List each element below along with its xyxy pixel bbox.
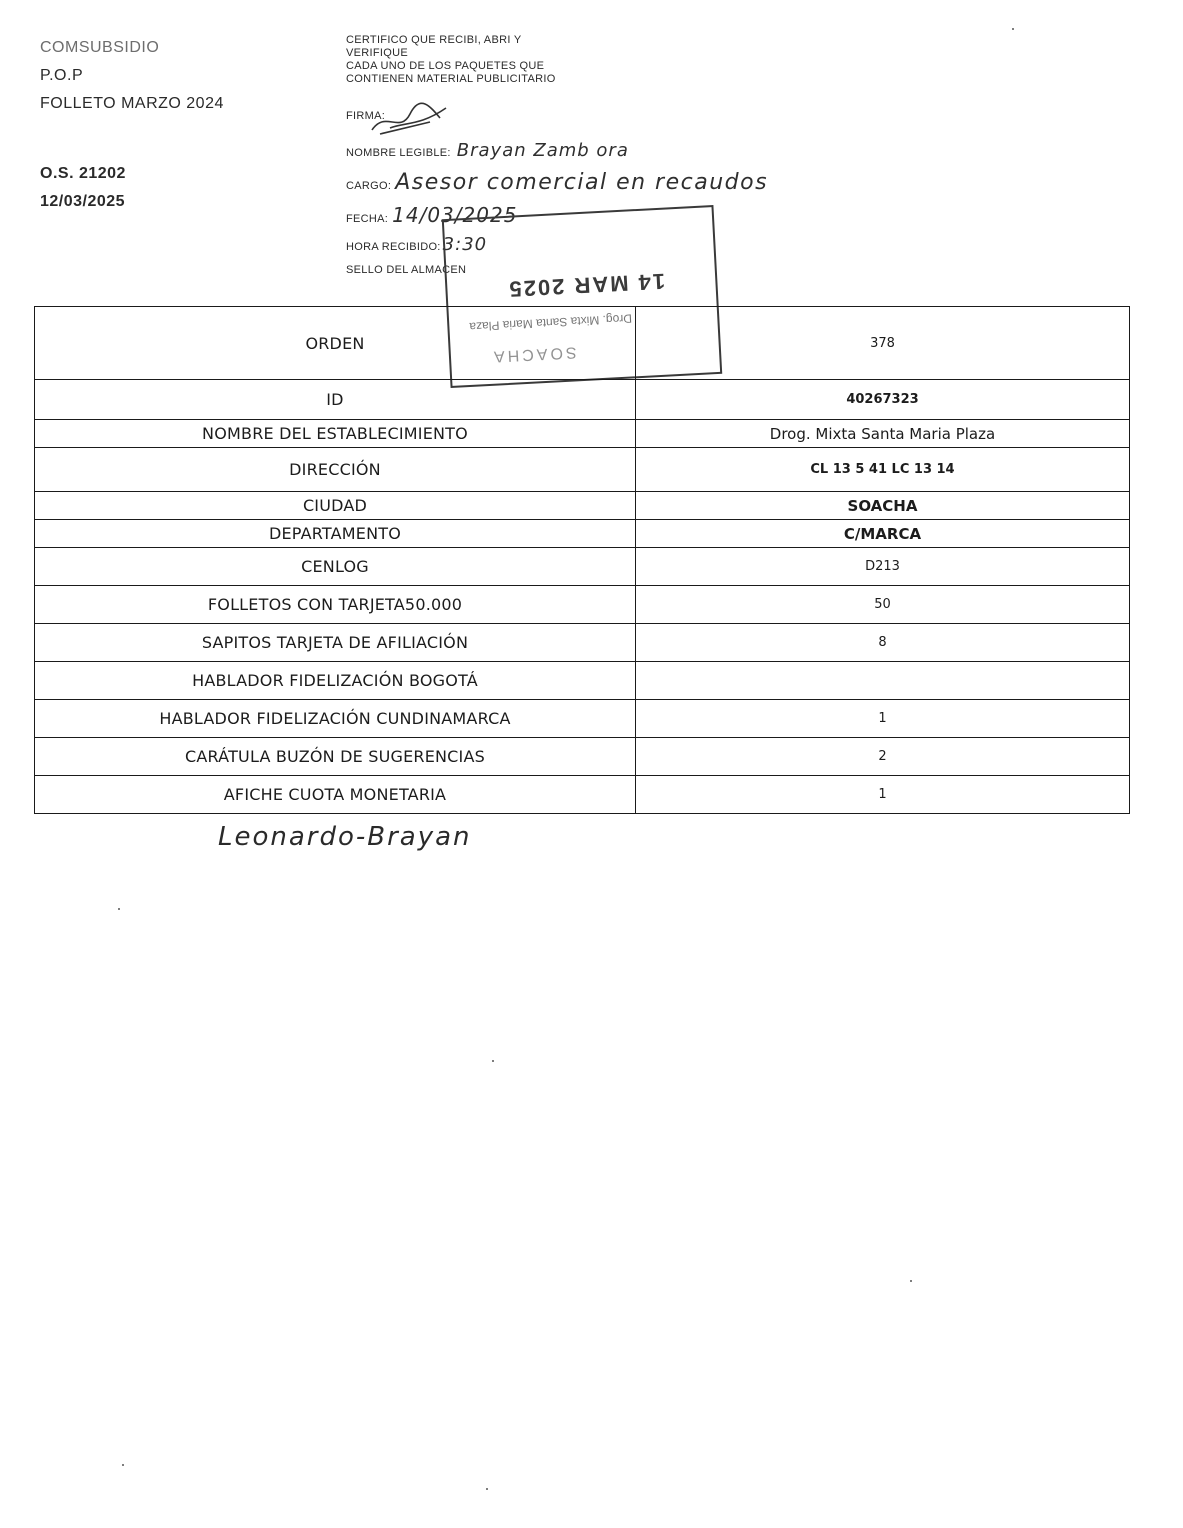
scan-speck xyxy=(486,1488,488,1490)
certificate-line: CADA UNO DE LOS PAQUETES QUE xyxy=(346,60,545,72)
fecha-value: 14/03/2025 xyxy=(392,203,518,227)
signature-scribble xyxy=(370,100,450,140)
scan-speck xyxy=(118,908,120,910)
company-name: COMSUBSIDIO xyxy=(40,39,160,56)
row-value: 40267323 xyxy=(636,380,1130,420)
row-label: HABLADOR FIDELIZACIÓN CUNDINAMARCA xyxy=(35,700,636,738)
certificate-line: CONTIENEN MATERIAL PUBLICITARIO xyxy=(346,73,556,85)
folleto-label: FOLLETO MARZO 2024 xyxy=(40,95,224,112)
row-label: SAPITOS TARJETA DE AFILIACIÓN xyxy=(35,624,636,662)
table-row xyxy=(35,380,1130,420)
order-service-number: O.S. 21202 xyxy=(40,165,126,182)
row-label: FOLLETOS CON TARJETA50.000 xyxy=(35,586,636,624)
row-label: CIUDAD xyxy=(35,492,636,520)
stamp-city: SOACHA xyxy=(490,343,577,365)
stamp-store-name: Drog. Mixta Santa Maria Plaza xyxy=(469,311,633,334)
row-value: D213 xyxy=(636,548,1130,586)
row-value: 378 xyxy=(636,307,1130,380)
fecha-label: FECHA: xyxy=(346,213,389,225)
nombre-label: NOMBRE LEGIBLE: xyxy=(346,147,451,159)
row-label: DIRECCIÓN xyxy=(35,448,636,492)
stamp-date: 14 MAR 2025 xyxy=(506,268,666,302)
order-date: 12/03/2025 xyxy=(40,193,126,210)
row-value: 1 xyxy=(636,700,1130,738)
table-row xyxy=(35,586,1130,624)
nombre-field xyxy=(346,140,629,161)
row-value: C/MARCA xyxy=(636,520,1130,548)
header-block xyxy=(40,34,224,118)
row-value: Drog. Mixta Santa Maria Plaza xyxy=(636,420,1130,448)
row-label: NOMBRE DEL ESTABLECIMIENTO xyxy=(35,420,636,448)
row-value: 2 xyxy=(636,738,1130,776)
row-value: 50 xyxy=(636,586,1130,624)
table-row xyxy=(35,700,1130,738)
nombre-value: Brayan Zamb ora xyxy=(456,140,629,161)
table-row xyxy=(35,448,1130,492)
bottom-handwritten-signature: Leonardo-Brayan xyxy=(218,822,472,852)
table-row xyxy=(35,548,1130,586)
cargo-value: Asesor comercial en recaudos xyxy=(395,170,769,195)
certificate-line: CERTIFICO QUE RECIBI, ABRI Y xyxy=(346,34,522,46)
table-row xyxy=(35,307,1130,380)
hora-value: 3:30 xyxy=(442,234,488,255)
hora-label: HORA RECIBIDO: xyxy=(346,241,441,253)
row-value: CL 13 5 41 LC 13 14 xyxy=(636,448,1130,492)
order-table xyxy=(34,306,1130,814)
cargo-label: CARGO: xyxy=(346,180,392,192)
table-row xyxy=(35,662,1130,700)
scan-speck xyxy=(122,1464,124,1466)
table-row xyxy=(35,420,1130,448)
scan-speck xyxy=(1012,28,1014,30)
row-label: AFICHE CUOTA MONETARIA xyxy=(35,776,636,814)
sello-label: SELLO DEL ALMACEN xyxy=(346,264,467,276)
row-value: 1 xyxy=(636,776,1130,814)
row-value: SOACHA xyxy=(636,492,1130,520)
row-value xyxy=(636,662,1130,700)
order-service-block xyxy=(40,160,126,216)
table-row xyxy=(35,520,1130,548)
certificate-text xyxy=(346,34,556,86)
scan-speck xyxy=(492,1060,494,1062)
firma-label: FIRMA: xyxy=(346,110,386,122)
certificate-line: VERIFIQUE xyxy=(346,47,408,59)
table-row xyxy=(35,492,1130,520)
table-row xyxy=(35,776,1130,814)
row-label: HABLADOR FIDELIZACIÓN BOGOTÁ xyxy=(35,662,636,700)
pop-label: P.O.P xyxy=(40,67,84,84)
scan-speck xyxy=(910,1280,912,1282)
table-row xyxy=(35,624,1130,662)
row-label: ID xyxy=(35,380,636,420)
cargo-field xyxy=(346,170,768,195)
row-label: DEPARTAMENTO xyxy=(35,520,636,548)
row-label: CENLOG xyxy=(35,548,636,586)
row-value: 8 xyxy=(636,624,1130,662)
table-row xyxy=(35,738,1130,776)
row-label: ORDEN xyxy=(35,307,636,380)
row-label: CARÁTULA BUZÓN DE SUGERENCIAS xyxy=(35,738,636,776)
